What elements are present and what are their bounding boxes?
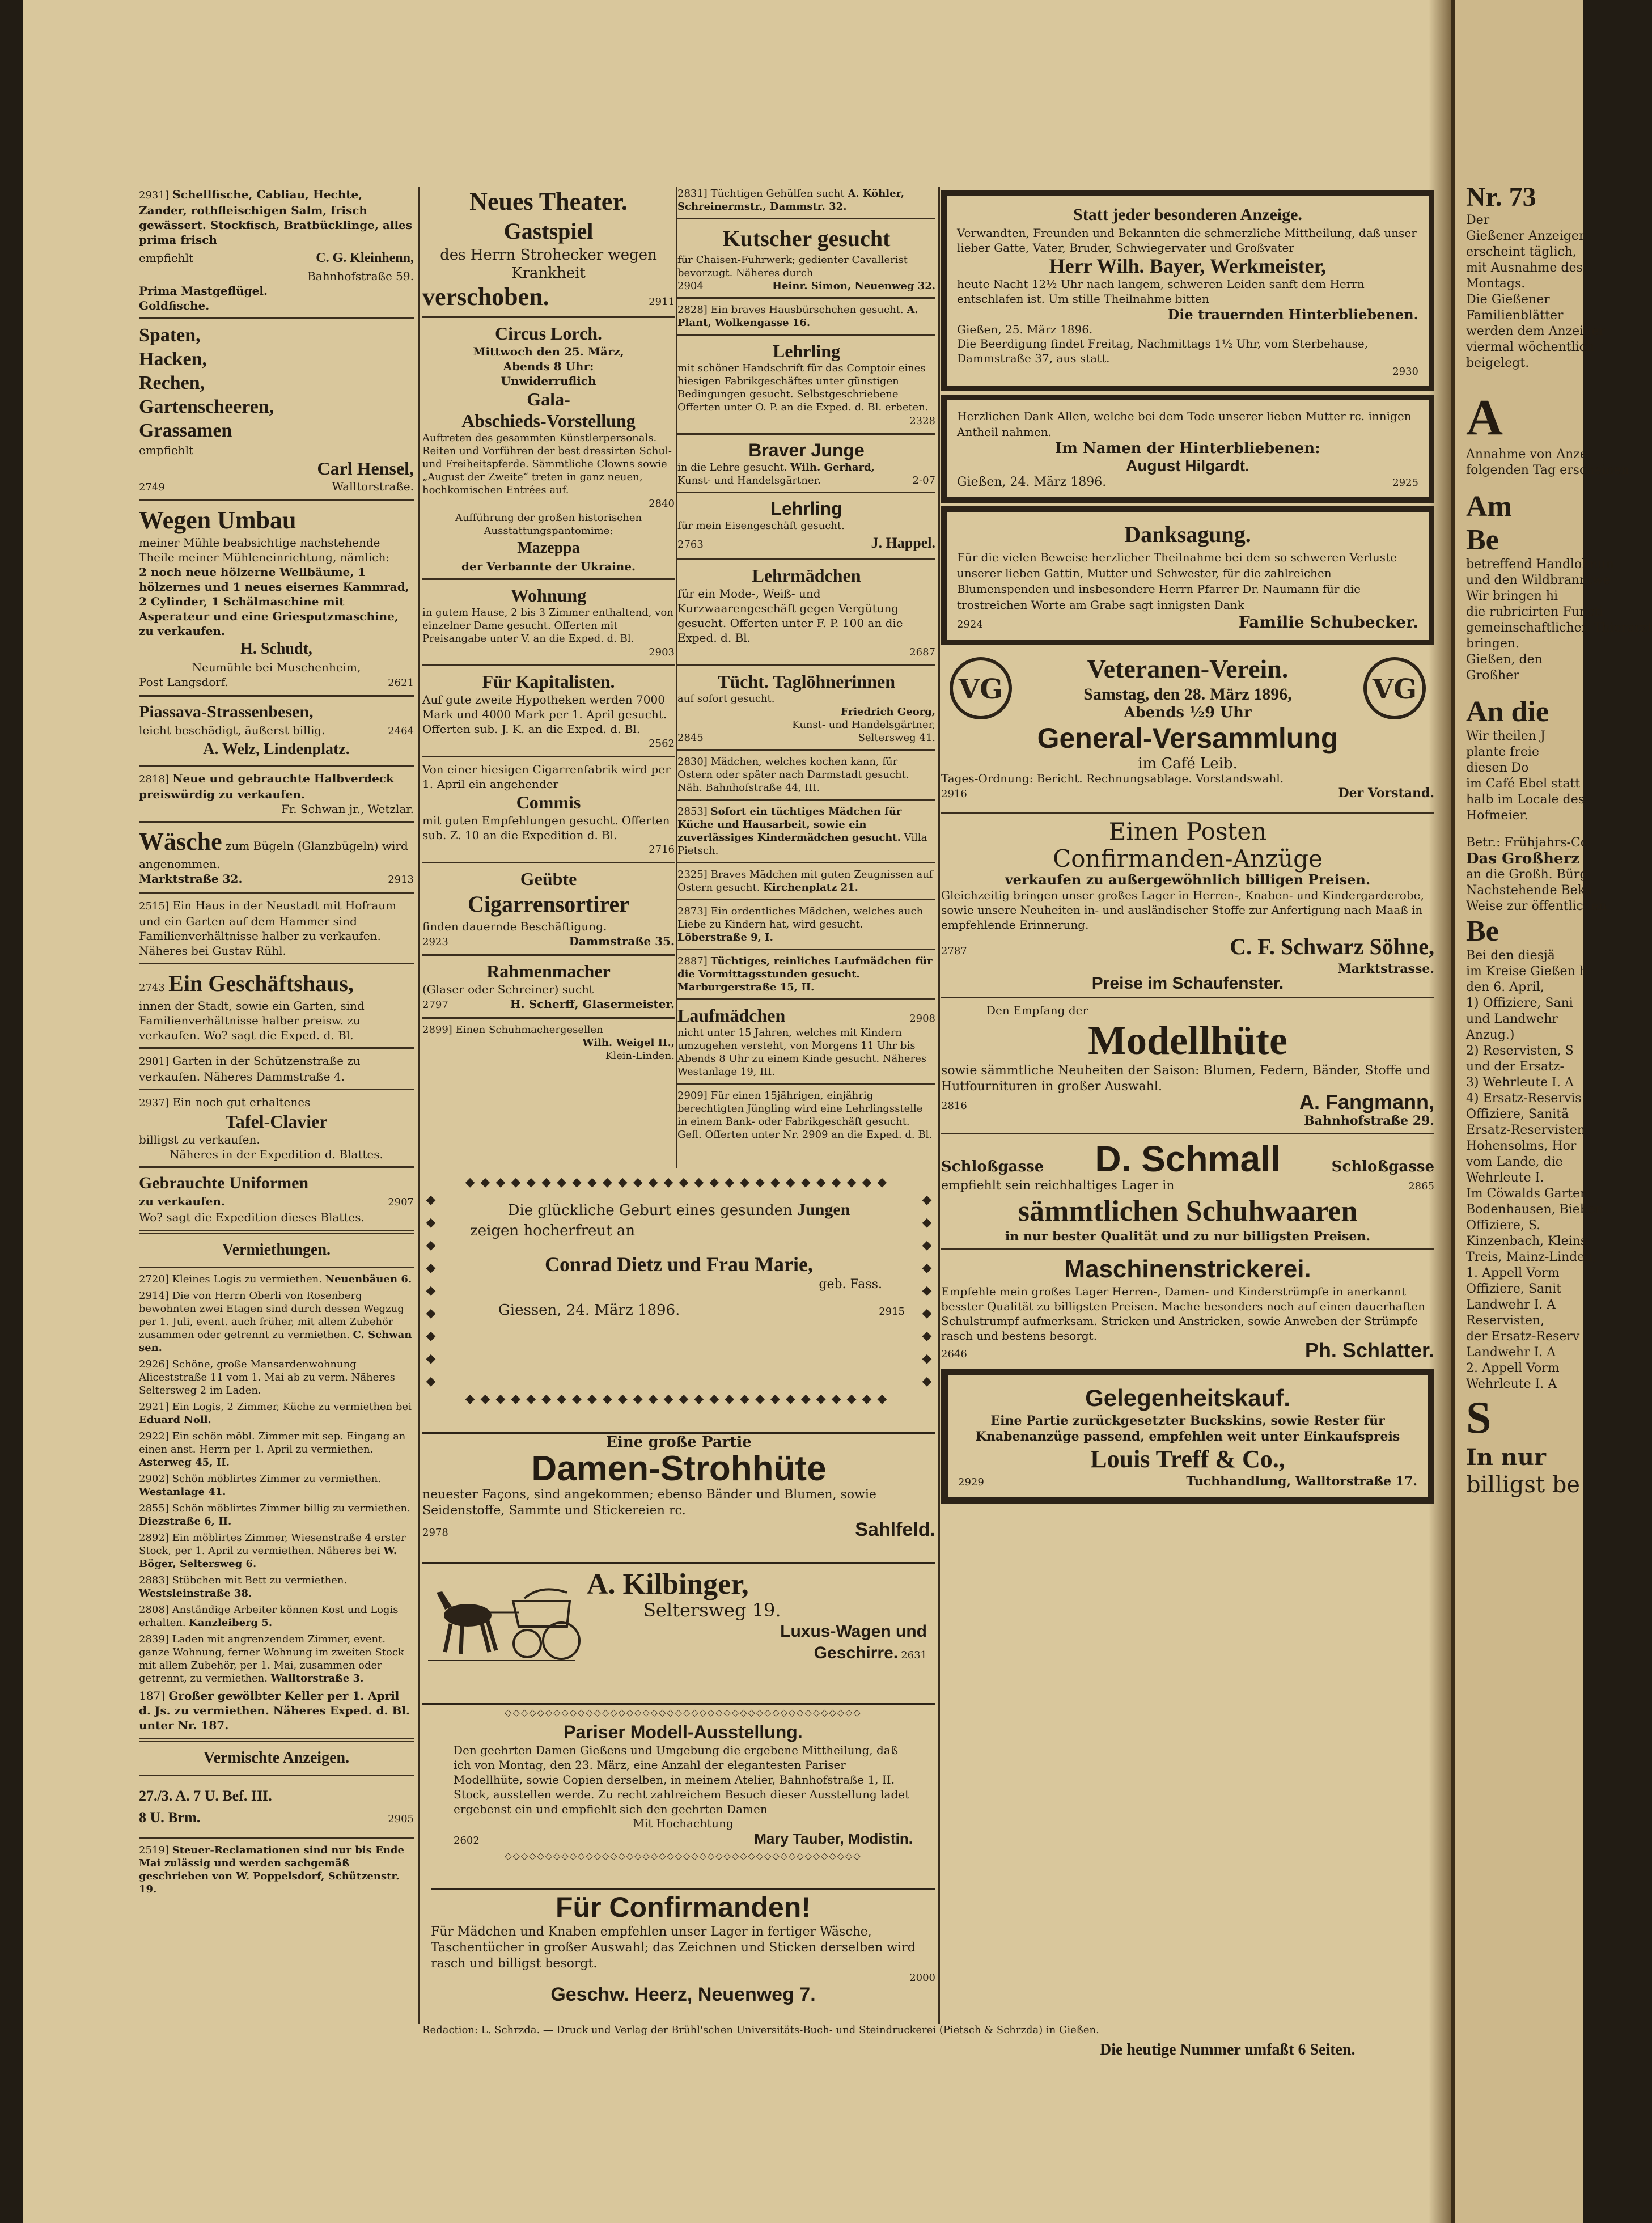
monogram-emblem xyxy=(947,654,1015,722)
fragment-line: viermal wöchentlich xyxy=(1466,340,1595,354)
ad-lehrling-1: Lehrling mit schöner Handschrift für das Comptoir eines hiesigen Fabrikgeschäftes unter günstigen Bedingungen gesucht. Selbstgeschriebene Offerten unter O. P. an die Exped. d. Bl. erbeten. 2328 xyxy=(677,341,935,427)
rule xyxy=(139,892,414,894)
rule xyxy=(139,1089,414,1090)
monogram-emblem xyxy=(1361,654,1429,722)
rule xyxy=(677,1083,935,1085)
fragment-line: Offiziere, Sanitä xyxy=(1466,1107,1569,1121)
list-item: 2883] Stübchen mit Bett zu vermiethen. Westsleinstraße 38. xyxy=(139,1574,348,1599)
ad-lehrling-2: Lehrling für mein Eisengeschäft gesucht. 2763 J. Happel. xyxy=(677,498,935,551)
border-ornament: ◇◇◇◇◇◇◇◇◇◇◇◇◇◇◇◇◇◇◇◇◇◇◇◇◇◇◇◇◇◇◇◇◇◇◇◇◇◇◇◇◇◇◇◇ xyxy=(505,1851,862,1861)
ad-hausbursche: 2828] Ein braves Hausbürschchen gesucht. A. Plant, Wolkengasse 16. xyxy=(677,304,918,329)
ad-tagloehnerinnen: Tücht. Taglöhnerinnen auf sofort gesucht. Friedrich Georg, Kunst- und Handelsgärtner, 2845 Seltersweg 41. xyxy=(677,671,935,744)
ad-veteranen: VG VG Veteranen-Verein. Samstag, den 28. März 1896, Abends ½9 Uhr General-Versammlung im Café Leib. Tages-Ordnung: Bericht. Rechnungsablage. Vorstandswahl. 2916 Der Vorstand. xyxy=(941,654,1434,801)
ad-theater: Neues Theater. Gastspiel des Herrn Strohecker wegen Krankheit verschoben. 2911 xyxy=(422,188,675,311)
ad-danksagung: Danksagung. Für die vielen Beweise herzlicher Theilnahme bei dem so schweren Verluste unserer lieben Gattin, Mutter und Schwester, für die zahlreichen Blumenspenden und insbesondere Herrn Pfarrer Dr. Naumann für die trostreichen Worte am Grabe sagt innigsten Dank 2924 Familie Schubecker. xyxy=(941,506,1434,645)
ad-clavier: 2937] Ein noch gut erhaltenes Tafel-Clavier billigst zu verkaufen. Näheres in der Expedition d. Blattes. xyxy=(139,1095,383,1161)
fragment-line: plante freie xyxy=(1466,745,1539,759)
rule xyxy=(139,963,414,964)
fragment-line: Bodenhausen, Bieben xyxy=(1466,1202,1604,1217)
border-ornament: ◆ ◆ ◆ ◆ ◆ ◆ ◆ ◆ ◆ xyxy=(426,1193,436,1388)
rule xyxy=(139,1775,414,1776)
ad-lehrmaedchen: Lehrmädchen für ein Mode-, Weiß- und Kurzwaarengeschäft gegen Vergütung gesucht. Offerten unter F. P. 100 an die Exped. d. Bl. 2687 xyxy=(677,565,935,658)
ad-pariser: ◇◇◇◇◇◇◇◇◇◇◇◇◇◇◇◇◇◇◇◇◇◇◇◇◇◇◇◇◇◇◇◇◇◇◇◇◇◇◇◇◇◇◇◇ Pariser Modell-Ausstellung. Den geehrten Damen Gießens und Umgebung die ergebene Mittheilung, daß ich von Montag, den 23. März, eine Anzahl der elegantesten Pariser Modellhüte, sowie Copien derselben, in meinem Atelier, Bahnhofstraße 1, II. Stock, ausstellen werde. Zu recht zahlreichem Besuch dieser Ausstellung ladet ergebenst ein und empfiehlt sich den geehrten Damen Mit Hochachtung 2602 Mary Tauber, Modistin. ◇◇◇◇◇◇◇◇◇◇◇◇◇◇◇◇◇◇◇◇◇◇◇◇◇◇◇◇◇◇◇◇◇◇◇◇◇◇◇◇◇◇◇◇ xyxy=(431,1707,935,1885)
rule xyxy=(422,862,675,863)
list-item: 2808] Anständige Arbeiter können Kost und Logis erhalten. Kanzleiberg 5. xyxy=(139,1604,399,1629)
ad-laufmaedchen: Laufmädchen 2908 nicht unter 15 Jahren, welches mit Kindern umzugehen versteht, von Morgens 11 Uhr bis Abends 8 Uhr zu einem Kinde gesucht. Näheres Westanlage 19, III. xyxy=(677,1005,935,1078)
fragment-line: und der Ersatz- xyxy=(1466,1060,1564,1074)
list-item: 2839] Laden mit angrenzendem Zimmer, event. ganze Wohnung, ferner Wohnung im zweiten Stock mit allem Zubehör, per 1. Mai, zusammen oder getrennt, zu vermiethen. Walltorstraße 3. xyxy=(139,1633,404,1684)
border-ornament: ◆◆◆◆◆◆◆◆◆◆◆◆◆◆◆◆◆◆◆◆◆◆◆◆◆◆◆◆ xyxy=(465,1175,893,1189)
list-item: 2926] Schöne, große Mansardenwohnung Aliceststraße 11 vom 1. Mai ab zu verm. Näheres Seltersweg 2 im Laden. xyxy=(139,1358,395,1396)
rule xyxy=(422,756,675,757)
fragment-line: und den Wildbranntwe xyxy=(1466,573,1611,587)
ad-kilbinger: A. Kilbinger, Seltersweg 19. Luxus-Wagen und Geschirre. 2631 xyxy=(422,1562,935,1705)
ad-garten: 2901] Garten in der Schützenstraße zu verkaufen. Näheres Dammstraße 4. xyxy=(139,1054,361,1083)
fragment-line: Kinzenbach, Kleins xyxy=(1466,1234,1587,1248)
section-heading: Vermischte Anzeigen. xyxy=(203,1749,350,1767)
fragment-line: Bei den diesjä xyxy=(1466,949,1555,963)
column-4 xyxy=(941,187,1434,2024)
fragment-line: 2) Reservisten, S xyxy=(1466,1044,1574,1058)
fragment-line: Gießener Anzeiger xyxy=(1466,229,1585,243)
border-ornament: ◇◇◇◇◇◇◇◇◇◇◇◇◇◇◇◇◇◇◇◇◇◇◇◇◇◇◇◇◇◇◇◇◇◇◇◇◇◇◇◇◇◇◇◇ xyxy=(505,1707,862,1718)
ad-gehuelfen: 2831] Tüchtigen Gehülfen sucht A. Köhler, Schreinermstr., Dammstr. 32. xyxy=(677,188,904,213)
rule xyxy=(941,997,1434,998)
rule xyxy=(139,1267,414,1268)
rule xyxy=(677,433,935,435)
list-item: 2887] Tüchtiges, reinliches Laufmädchen für die Vormittagsstunden gesucht. Marburgerstraße 15, II. xyxy=(677,955,933,993)
list-item: 2914] Die von Herrn Oberli von Rosenberg bewohnten zwei Etagen sind durch dessen Wegzug per 1. Juli, event. auch früher, mit allem Zubehör zusammen oder getrennt zu vermiethen. C. Schwan sen. xyxy=(139,1290,412,1354)
fragment-line: Nachstehende Beka xyxy=(1466,883,1593,897)
fragment-line: Offiziere, Sanit xyxy=(1466,1282,1562,1296)
list-item: 187] Großer gewölbter Keller per 1. April d. Js. zu vermiethen. Näheres Exped. d. Bl. unter Nr. 187. xyxy=(139,1689,410,1732)
rule xyxy=(139,1230,414,1234)
ad-lehrstelle: 2909] Für einen 15jährigen, einjährig berechtigten Jüngling wird eine Lehrlingsstelle in einem Bank- oder Fabrikgeschäft gesucht. Gefl. Offerten unter Nr. 2909 an die Exped. d. Bl. xyxy=(677,1090,933,1141)
next-page-fragment: Nr. 73 Der Gießener Anzeiger erscheint täglich, mit Ausnahme des Montags. Die Gießener Familienblätter werden dem Anzeiger viermal wöchentlich beigelegt. A Annahme von Anzei folgenden Tag erscheinen Am Be betreffend Handlohnun und den Wildbranntwe Wir bringen hi die rubricirten Functi gemeinschaftlichen Thierarzt bringen. Gießen, den Großher An die Wir theilen J plante freie diesen Do im Café Ebel statt halb im Locale des Hofmeier. Betr.: Frühjahrs-Co Das Großherz an die Großh. Bürg Nachstehende Beka Weise zur öffentlichen Be Bei den diesjä im Kreise Gießen h den 6. April, 1) Offiziere, Sani und Landwehr Anzug.) 2) Reservisten, S und der Ersatz- 3) Wehrleute I. A 4) Ersatz-Reservis Offiziere, Sanitä Ersatz-Reservisten Hohensolms, Hor vom Lande, die Wehrleute I. Im Cöwalds Garten Bodenhausen, Bieben Offiziere, S. Kinzenbach, Kleins Treis, Mainz-Linden, 1. Appell Vorm Offiziere, Sanit Landwehr I. A Reservisten, der Ersatz-Reserv Landwehr I. A 2. Appell Vorm Wehrleute I. A S In nur billigst be xyxy=(1451,0,1583,2223)
list-item: 2853] Sofort ein tüchtiges Mädchen für Küche und Hausarbeit, sowie ein zuverlässiges Kindermädchen gesucht. Villa Pietsch. xyxy=(677,806,927,857)
ad-schmall: Schloßgasse D. Schmall Schloßgasse empfiehlt sein reichhaltiges Lager in 2865 sämmtlichen Schuhwaaren in nur bester Qualität und zu nur billigsten Preisen. xyxy=(941,1138,1434,1244)
rule xyxy=(422,1017,675,1019)
rule xyxy=(677,899,935,900)
svg-text:VG: VG xyxy=(958,674,1003,705)
fragment-line: und Landwehr xyxy=(1466,1012,1558,1026)
fragment-line: Hofmeier. xyxy=(1466,808,1528,823)
fragment-line: Offiziere, S. xyxy=(1466,1218,1541,1233)
fragment-line: betreffend Handlohnun xyxy=(1466,557,1614,571)
rule xyxy=(139,1738,414,1742)
fragment-line: halb im Locale des xyxy=(1466,793,1585,807)
ad-notice: 27./3. A. 7 U. Bef. III. 8 U. Brm. 2905 xyxy=(139,1788,414,1826)
fragment-line: beigelegt. xyxy=(1466,356,1530,370)
ad-umbau: Wegen Umbau meiner Mühle beabsichtige nachstehende Theile meiner Mühleneinrichtung, nämlich: 2 noch neue hölzerne Wellbäume, 1 hölzernes und 1 neues eisernes Kammrad, 2 Cylinder, 1 Schälmaschine mit Asperateur und eine Griesputzmaschine, zu verkaufen. H. Schudt, Neumühle bei Muschenheim, Post Langsdorf. 2621 xyxy=(139,506,414,689)
rule xyxy=(941,1248,1434,1250)
column-3 xyxy=(677,187,935,1168)
rule xyxy=(139,1837,414,1839)
fragment-line: Wir theilen J xyxy=(1466,729,1545,743)
fragment-line: folgenden Tag erscheinen xyxy=(1466,463,1629,477)
ad-uniform: Gebrauchte Uniformen zu verkaufen. 2907 Wo? sagt die Expedition dieses Blattes. xyxy=(139,1174,414,1224)
fragment-line: den 6. April, xyxy=(1466,980,1544,994)
fragment-line: Treis, Mainz-Linden, xyxy=(1466,1250,1597,1264)
rule xyxy=(677,749,935,751)
fragment-line: vom Lande, die xyxy=(1466,1155,1563,1169)
ad-strickerei: Maschinenstrickerei. Empfehle mein großes Lager Herren-, Damen- und Kinderstrümpfe in anerkannt besster Qualität zu billigsten Preisen. Mache besonders noch auf einen dauerhaften Schulstrumpf aufmerksam. Stricken und Anstricken, sowie Anweben der Strümpfe rasch und bestens besorgt. 2646 Ph. Schlatter. xyxy=(941,1255,1434,1362)
rule xyxy=(941,1133,1434,1134)
list-item: 2892] Ein möblirtes Zimmer, Wiesenstraße 4 erster Stock, per 1. April zu vermiethen. Näheres bei W. Böger, Seltersweg 6. xyxy=(139,1532,406,1570)
fragment-line: Weise zur öffentlichen xyxy=(1466,899,1607,913)
ad-kutscher: Kutscher gesucht für Chaisen-Fuhrwerk; gedienter Cavallerist bevorzugt. Näheres durch 2904 Heinr. Simon, Neuenweg 32. xyxy=(677,226,935,292)
fragment-line: 4) Ersatz-Reservis xyxy=(1466,1091,1582,1106)
ad-hilgardt: Herzlichen Dank Allen, welche bei dem Tode unserer lieben Mutter rc. innigen Antheil nahmen. Im Namen der Hinterbliebenen: August Hilgardt. Gießen, 24. März 1896. 2925 xyxy=(941,395,1434,503)
rule xyxy=(422,954,675,956)
fragment-line: die rubricirten Functi xyxy=(1466,605,1604,619)
rule xyxy=(677,492,935,493)
rule xyxy=(139,1166,414,1168)
border-ornament: ◆ ◆ ◆ ◆ ◆ ◆ ◆ ◆ ◆ xyxy=(922,1193,932,1388)
list-item: 2902] Schön möblirtes Zimmer zu vermiethen. Westanlage 41. xyxy=(139,1473,381,1498)
fragment-line: Montags. xyxy=(1466,277,1526,291)
ad-besen: Piassava-Strassenbesen, leicht beschädigt, äußerst billig. 2464 A. Welz, Lindenplatz. xyxy=(139,702,414,758)
fragment-line: Wehrleute I. A xyxy=(1466,1377,1557,1391)
rule xyxy=(139,821,414,823)
rule xyxy=(677,664,935,666)
ad-schwarz: Einen Posten Confirmanden-Anzüge verkaufen zu außergewöhnlich billigen Preisen. Gleichzeitig bringen unser großes Lager in Herren-, Knaben- und Kindergarderobe, sowie unsere Neuheiten in- und ausländischer Stoffe zur Anfertigung nach Maaß in empfehlende Erinnerung. 2787 C. F. Schwarz Söhne, Marktstrasse. Preise im Schaufenster. xyxy=(941,818,1434,993)
fragment-line: bringen. xyxy=(1466,637,1520,651)
fragment-line: Landwehr I. A xyxy=(1466,1298,1556,1312)
ad-confirmanden: Für Confirmanden! Für Mädchen und Knaben empfehlen unser Lager in fertiger Wäsche, Taschentücher in großer Auswahl; das Zeichnen und Sticken derselben wird rasch und billigst besorgt. 2000 Geschw. Heerz, Neuenweg 7. xyxy=(431,1888,935,2021)
rule xyxy=(139,765,414,767)
ad-cigarren: Geübte Cigarrensortirer finden dauernde Beschäftigung. 2923 Dammstraße 35. xyxy=(422,869,675,948)
ad-steuer: 2519] Steuer-Reclamationen sind nur bis Ende Mai zulässig und werden sachgemäß geschrieben von W. Poppelsdorf, Schützenstr. 19. xyxy=(139,1844,404,1895)
rule xyxy=(677,334,935,336)
list-item: 2873] Ein ordentliches Mädchen, welches auch Liebe zu Kindern hat, wird gesucht. Löberstraße 9, I. xyxy=(677,905,924,943)
column-1 xyxy=(139,187,414,2024)
ad-kapital: Für Kapitalisten. Auf gute zweite Hypotheken werden 7000 Mark und 4000 Mark per 1. April gesucht. Offerten sub. J. K. an die Exped. d. Bl. 2562 xyxy=(422,671,675,750)
fragment-line: der Ersatz-Reserv xyxy=(1466,1329,1580,1344)
rule xyxy=(677,558,935,560)
fragment-line: Ersatz-Reservisten xyxy=(1466,1123,1586,1137)
fragment-line: diesen Do xyxy=(1466,761,1529,775)
fragment-line: werden dem Anzeiger xyxy=(1466,324,1605,338)
fragment-line: Betr.: Frühjahrs-Co xyxy=(1466,836,1589,850)
fragment-line: Wehrleute I. xyxy=(1466,1171,1544,1185)
fragment-line: Großher xyxy=(1466,668,1519,683)
column-rule xyxy=(418,187,420,2024)
fragment-line: Gießen, den xyxy=(1466,653,1543,667)
column-2 xyxy=(422,187,675,1168)
fragment-line: Reservisten, xyxy=(1466,1314,1545,1328)
fragment-line: mit Ausnahme des xyxy=(1466,261,1583,275)
ad-wohnung: Wohnung in gutem Hause, 2 bis 3 Zimmer enthaltend, von einzelner Dame gesucht. Offerten mit Preisangabe unter V. an die Exped. d. Bl. 2903 xyxy=(422,585,675,658)
border-ornament: ◆◆◆◆◆◆◆◆◆◆◆◆◆◆◆◆◆◆◆◆◆◆◆◆◆◆◆◆ xyxy=(465,1392,893,1406)
ad-geschaeftshaus: 2743 Ein Geschäftshaus, innen der Stadt, sowie ein Garten, sind Familienverhältnisse halber preisw. zu verkaufen. Wo? sagt die Exped. d. Bl. xyxy=(139,971,365,1042)
ad-circus: Circus Lorch. Mittwoch den 25. März, Abends 8 Uhr: Unwiderruflich Gala- Abschieds-Vorstellung Auftreten des gesammten Künstlerpersonals. Reiten und Vorführen der best dressirten Schul- und Freiheitspferde. Sämmtliche Clowns sowie „August der Zweite“ treten in ganz neuen, hochkomischen Entrées auf. 2840 Aufführung der großen historischen Ausstattungspantomime: Mazeppa der Verbannte der Ukraine. xyxy=(422,323,675,573)
ad-commis: Von einer hiesigen Cigarrenfabrik wird per 1. April ein angehender Commis mit guten Empfehlungen gesucht. Offerten sub. Z. 10 an die Expedition d. Bl. 2716 xyxy=(422,763,675,856)
fragment-line: Die Gießener xyxy=(1466,293,1550,307)
rule xyxy=(941,812,1434,814)
fragment-line: Das Großherz xyxy=(1466,850,1579,867)
rule xyxy=(677,799,935,801)
fragment-line: erscheint täglich, xyxy=(1466,245,1577,259)
ad-bayer: Statt jeder besonderen Anzeige. Verwandten, Freunden und Bekannten die schmerzliche Mittheilung, daß unser lieber Gatte, Vater, Bruder, Schwiegervater und Großvater Herr Wilh. Bayer, Werkmeister, heute Nacht 12½ Uhr nach langem, schweren Leiden sanft dem Herrn entschlafen ist. Um stille Theilnahme bitten Die trauernden Hinterbliebenen. Gießen, 25. März 1896. Die Beerdigung findet Freitag, Nachmittags 1½ Uhr, vom Sterbehause, Dammstraße 37, aus statt. 2930 xyxy=(941,190,1434,391)
rule xyxy=(677,218,935,219)
list-item: 2922] Ein schön möbl. Zimmer mit sep. Eingang an einen anst. Herrn per 1. April zu vermiethen. Asterweg 45, II. xyxy=(139,1430,406,1468)
ad-junge: Braver Junge in die Lehre gesucht. Wilh. Gerhard, Kunst- und Handelsgärtner. 2-07 xyxy=(677,440,935,486)
fragment-line: Der xyxy=(1466,213,1490,227)
ad-tools: Spaten, Hacken, Rechen, Gartenscheeren, Grassamen empfiehlt Carl Hensel, 2749 Walltorstraße. xyxy=(139,325,414,493)
fragment-line: Im Cöwalds Garten xyxy=(1466,1187,1589,1201)
ad-rahmen: Rahmenmacher (Glaser oder Schreiner) sucht 2797 H. Scherff, Glasermeister. xyxy=(422,961,675,1011)
fragment-line: billigst be xyxy=(1466,1472,1580,1498)
fragment-line: Wir bringen hi xyxy=(1466,589,1558,603)
fragment-line: In nur xyxy=(1466,1444,1546,1471)
column-rule xyxy=(938,187,940,2024)
ad-fish: 2931] Schellfische, Cabliau, Hechte, Zander, rothfleischigen Salm, frisch gewässert. Stockfisch, Bratbücklinge, alles prima frisch empfiehlt C. G. Kleinhenn, Bahnhofstraße 59. Prima Mastgeflügel. Goldfische. xyxy=(139,188,414,312)
ad-fangmann: Den Empfang der Modellhüte sowie sämmtliche Neuheiten der Saison: Blumen, Federn, Bänder, Stoffe und Hutfournituren in großer Auswahl. 2816 A. Fangmann, Bahnhofstraße 29. xyxy=(941,1003,1434,1128)
rule xyxy=(422,664,675,666)
rule xyxy=(139,317,414,319)
fragment-line: 2. Appell Vorm xyxy=(1466,1361,1560,1375)
ad-schuh: 2899] Einen Schuhmachergesellen Wilh. Weigel II., Klein-Linden. xyxy=(422,1024,675,1062)
rule xyxy=(139,1047,414,1049)
fragment-line: im Kreise Gießen h xyxy=(1466,964,1587,979)
fragment-line: an die Großh. Bürg xyxy=(1466,867,1588,882)
rule xyxy=(139,695,414,697)
ad-waesche: Wäsche zum Bügeln (Glanzbügeln) wird angenommen. Marktstraße 32. 2913 xyxy=(139,828,414,886)
fragment-line: gemeinschaftlichen Thierarzt xyxy=(1466,621,1652,635)
ad-birth: ◆◆◆◆◆◆◆◆◆◆◆◆◆◆◆◆◆◆◆◆◆◆◆◆◆◆◆◆ ◆ ◆ ◆ ◆ ◆ ◆ ◆ ◆ ◆ Die glückliche Geburt eines gesunden Jungen zeigen hocherfreut an Conrad Dietz und Frau Marie, geb. Fass. Giessen, 24. März 1896. 2915 ◆ ◆ ◆ ◆ ◆ ◆ ◆ ◆ ◆ ◆◆◆◆◆◆◆◆◆◆◆◆◆◆◆◆◆◆◆◆◆◆◆◆◆◆◆◆ xyxy=(422,1176,935,1426)
rule xyxy=(677,949,935,950)
fragment-line: 1) Offiziere, Sani xyxy=(1466,996,1573,1010)
section-heading: Vermiethungen. xyxy=(222,1241,331,1259)
fragment-line: Familienblätter xyxy=(1466,308,1564,323)
rule xyxy=(677,862,935,863)
list-item: 2855] Schön möblirtes Zimmer billig zu vermiethen. Diezstraße 6, II. xyxy=(139,1502,410,1527)
rule xyxy=(677,297,935,299)
ad-strohhuete: Eine große Partie Damen-Strohhüte neuester Façons, sind angekommen; ebenso Bänder und Blumen, sowie Seidenstoffe, Sammte und Stickereien rc. 2978 Sahlfeld. xyxy=(422,1432,935,1561)
fragment-line: Annahme von Anzei xyxy=(1466,447,1591,461)
list-item: 2921] Ein Logis, 2 Zimmer, Küche zu vermiethen bei Eduard Noll. xyxy=(139,1401,412,1426)
ad-haus: 2515] Ein Haus in der Neustadt mit Hofraum und ein Garten auf dem Hammer sind Familienverhältnisse halber zu verkaufen. Näheres bei Gustav Rühl. xyxy=(139,899,397,958)
rule xyxy=(677,998,935,1000)
fragment-line: Landwehr I. A xyxy=(1466,1345,1556,1360)
rule xyxy=(139,499,414,501)
page-count-note: Die heutige Nummer umfaßt 6 Seiten. xyxy=(1100,2041,1356,2059)
rule xyxy=(422,578,675,580)
fragment-line: 3) Wehrleute I. A xyxy=(1466,1075,1574,1090)
list-item: 2325] Braves Mädchen mit guten Zeugnissen auf Ostern gesucht. Kirchenplatz 21. xyxy=(677,869,933,894)
fragment-line: Anzug.) xyxy=(1466,1028,1515,1042)
fragment-line: Hohensolms, Hor xyxy=(1466,1139,1577,1153)
ad-gelegenheitskauf: Gelegenheitskauf. Eine Partie zurückgesetzter Buckskins, sowie Rester für Knabenanzüge passend, empfehlen weit unter Einkaufspreis Louis Treff & Co., 2929 Tuchhandlung, Walltorstraße 17. xyxy=(941,1369,1434,1504)
list-item: 2830] Mädchen, welches kochen kann, für Ostern oder später nach Darmstadt gesucht. Näh. Bahnhofstraße 44, III. xyxy=(677,756,909,794)
svg-text:VG: VG xyxy=(1372,674,1417,705)
fragment-line: im Café Ebel statt xyxy=(1466,777,1581,791)
fragment-line: 1. Appell Vorm xyxy=(1466,1266,1560,1280)
imprint: Redaction: L. Schrzda. — Druck und Verlag der Brühl'schen Universitäts-Buch- und Steindruckerei (Pietsch & Schrzda) in Gießen. xyxy=(422,2024,1099,2036)
carriage-illustration xyxy=(428,1576,575,1672)
ad-halbverdeck: 2818] Neue und gebrauchte Halbverdeck preiswürdig zu verkaufen. Fr. Schwan jr., Wetzlar. xyxy=(139,772,414,816)
rule xyxy=(422,316,675,318)
list-item: 2720] Kleines Logis zu vermiethen. Neuenbäuen 6. xyxy=(139,1273,412,1285)
